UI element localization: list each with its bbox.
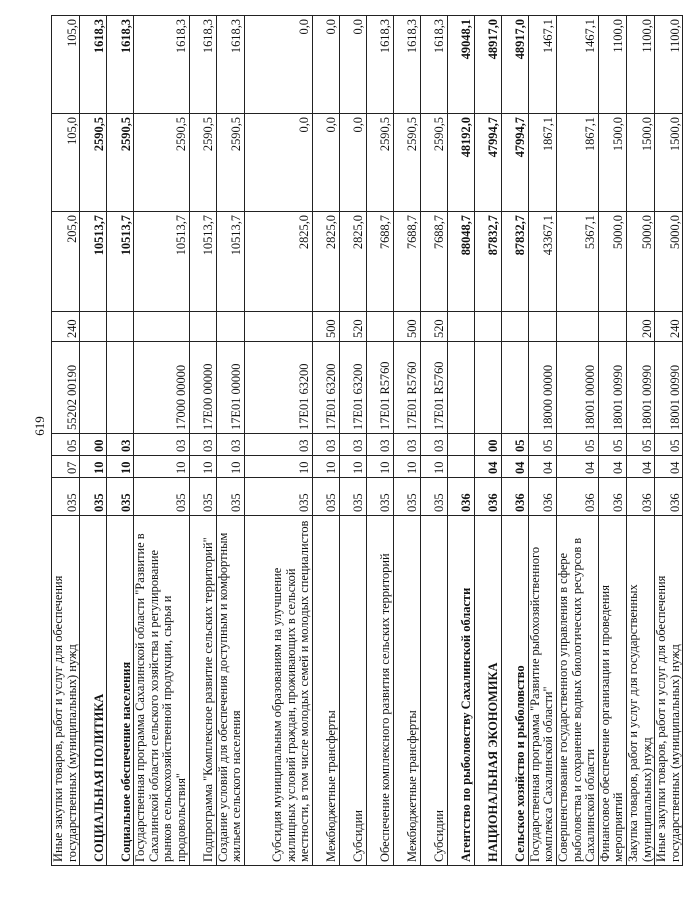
cell-amount-3: 1618,3 — [366, 16, 393, 114]
cell-name: Субсидия муниципальным образованиям на улучшение жилищных условий граждан, проживающих в сельской местности, в том числе молодых семей и молодых специалистов — [244, 516, 312, 866]
cell-amount-2: 1500,0 — [655, 114, 683, 212]
cell-amount-2: 0,0 — [244, 114, 312, 212]
cell-section-code: 10 — [420, 456, 447, 478]
cell-section-code: 10 — [80, 456, 107, 478]
cell-subsection-code: 03 — [420, 434, 447, 456]
table-row — [528, 16, 556, 866]
cell-section-code: 10 — [393, 456, 420, 478]
cell-ministry-code: 035 — [366, 478, 393, 516]
cell-amount-3: 1100,0 — [655, 16, 683, 114]
cell-target-article: 18001 00990 — [598, 342, 626, 434]
cell-ministry-code: 036 — [598, 478, 626, 516]
cell-amount-2: 2590,5 — [80, 114, 107, 212]
cell-target-article: 17Е01 R5760 — [366, 342, 393, 434]
cell-subsection-code: 05 — [528, 434, 556, 456]
table-row — [420, 16, 447, 866]
cell-name: Сельское хозяйство и рыболовство — [501, 516, 528, 866]
table-row — [107, 16, 134, 866]
table-row — [598, 16, 626, 866]
cell-ministry-code: 036 — [447, 478, 474, 516]
cell-subsection-code: 03 — [189, 434, 216, 456]
cell-name: Иные закупки товаров, работ и услуг для обеспечения государственных (муниципальных) нужд — [52, 516, 80, 866]
cell-section-code: 04 — [556, 456, 598, 478]
cell-amount-1: 10513,7 — [216, 212, 244, 312]
cell-amount-3: 48917,0 — [474, 16, 501, 114]
cell-amount-3: 1618,3 — [420, 16, 447, 114]
cell-target-article — [474, 342, 501, 434]
cell-subsection-code: 05 — [52, 434, 80, 456]
cell-name: Межбюджетные трансферты — [312, 516, 339, 866]
cell-ministry-code: 035 — [107, 478, 134, 516]
table-row — [626, 16, 654, 866]
cell-expense-type — [244, 312, 312, 342]
cell-target-article: 18001 00000 — [556, 342, 598, 434]
cell-ministry-code: 035 — [134, 478, 189, 516]
cell-ministry-code: 036 — [626, 478, 654, 516]
cell-amount-1: 10513,7 — [134, 212, 189, 312]
cell-section-code: 10 — [312, 456, 339, 478]
cell-expense-type: 240 — [52, 312, 80, 342]
cell-name: Межбюджетные трансферты — [393, 516, 420, 866]
cell-name: Агентство по рыболовству Сахалинской области — [447, 516, 474, 866]
cell-expense-type: 200 — [626, 312, 654, 342]
cell-subsection-code: 00 — [474, 434, 501, 456]
cell-ministry-code: 036 — [474, 478, 501, 516]
cell-section-code: 04 — [598, 456, 626, 478]
cell-section-code: 07 — [52, 456, 80, 478]
cell-amount-2: 105,0 — [52, 114, 80, 212]
cell-target-article: 17Е01 63200 — [244, 342, 312, 434]
table-row — [556, 16, 598, 866]
cell-amount-2: 48192,0 — [447, 114, 474, 212]
cell-name: НАЦИОНАЛЬНАЯ ЭКОНОМИКА — [474, 516, 501, 866]
cell-subsection-code: 03 — [244, 434, 312, 456]
cell-amount-3: 1618,3 — [216, 16, 244, 114]
cell-target-article — [80, 342, 107, 434]
cell-ministry-code: 035 — [244, 478, 312, 516]
cell-expense-type — [80, 312, 107, 342]
cell-amount-1: 7688,7 — [420, 212, 447, 312]
cell-name: Иные закупки товаров, работ и услуг для обеспечения государственных (муниципальных) нужд — [655, 516, 683, 866]
cell-name: Обеспечение комплексного развития сельских территорий — [366, 516, 393, 866]
cell-amount-2: 1867,1 — [528, 114, 556, 212]
cell-amount-2: 2590,5 — [107, 114, 134, 212]
page-number: 619 — [32, 416, 47, 436]
cell-name: Субсидии — [339, 516, 366, 866]
cell-amount-3: 1618,3 — [189, 16, 216, 114]
table-row — [366, 16, 393, 866]
cell-target-article: 18001 00990 — [626, 342, 654, 434]
cell-expense-type — [366, 312, 393, 342]
cell-subsection-code — [447, 434, 474, 456]
cell-amount-1: 43367,1 — [528, 212, 556, 312]
cell-amount-2: 2590,5 — [189, 114, 216, 212]
cell-amount-3: 1618,3 — [134, 16, 189, 114]
cell-name: Субсидии — [420, 516, 447, 866]
cell-amount-3: 1618,3 — [80, 16, 107, 114]
table-row — [501, 16, 528, 866]
cell-section-code — [447, 456, 474, 478]
cell-ministry-code: 036 — [655, 478, 683, 516]
cell-expense-type: 520 — [420, 312, 447, 342]
cell-section-code: 04 — [501, 456, 528, 478]
cell-amount-1: 205,0 — [52, 212, 80, 312]
cell-amount-1: 7688,7 — [366, 212, 393, 312]
cell-amount-3: 1467,1 — [556, 16, 598, 114]
cell-ministry-code: 036 — [501, 478, 528, 516]
cell-amount-1: 5367,1 — [556, 212, 598, 312]
cell-section-code: 10 — [107, 456, 134, 478]
cell-amount-2: 0,0 — [312, 114, 339, 212]
cell-amount-2: 2590,5 — [366, 114, 393, 212]
cell-subsection-code: 05 — [501, 434, 528, 456]
cell-amount-3: 0,0 — [312, 16, 339, 114]
cell-expense-type: 500 — [312, 312, 339, 342]
cell-name: Государственная программа "Развитие рыбохозяйственного комплекса Сахалинской области" — [528, 516, 556, 866]
cell-expense-type — [216, 312, 244, 342]
cell-amount-3: 49048,1 — [447, 16, 474, 114]
cell-target-article: 18000 00000 — [528, 342, 556, 434]
table-row — [447, 16, 474, 866]
cell-expense-type: 240 — [655, 312, 683, 342]
cell-section-code: 04 — [528, 456, 556, 478]
cell-ministry-code: 035 — [312, 478, 339, 516]
cell-amount-3: 1100,0 — [626, 16, 654, 114]
cell-amount-1: 5000,0 — [598, 212, 626, 312]
table-row — [244, 16, 312, 866]
cell-target-article: 17000 00000 — [134, 342, 189, 434]
cell-amount-1: 7688,7 — [393, 212, 420, 312]
cell-expense-type — [474, 312, 501, 342]
cell-target-article: 55202 00190 — [52, 342, 80, 434]
cell-target-article — [447, 342, 474, 434]
cell-expense-type — [501, 312, 528, 342]
cell-expense-type — [528, 312, 556, 342]
cell-target-article: 17Е01 R5760 — [393, 342, 420, 434]
cell-subsection-code: 05 — [626, 434, 654, 456]
cell-name: Закупка товаров, работ и услуг для государственных (муниципальных) нужд — [626, 516, 654, 866]
cell-target-article: 17Е01 R5760 — [420, 342, 447, 434]
cell-amount-2: 2590,5 — [216, 114, 244, 212]
cell-expense-type: 500 — [393, 312, 420, 342]
table-row — [655, 16, 683, 866]
cell-amount-1: 10513,7 — [80, 212, 107, 312]
cell-section-code: 04 — [655, 456, 683, 478]
cell-amount-2: 1500,0 — [626, 114, 654, 212]
cell-amount-2: 2590,5 — [420, 114, 447, 212]
cell-subsection-code: 03 — [393, 434, 420, 456]
cell-amount-1: 2825,0 — [312, 212, 339, 312]
table-row — [339, 16, 366, 866]
cell-amount-1: 87832,7 — [474, 212, 501, 312]
table-row — [52, 16, 80, 866]
cell-section-code: 04 — [474, 456, 501, 478]
cell-expense-type — [447, 312, 474, 342]
cell-expense-type — [189, 312, 216, 342]
table-row — [474, 16, 501, 866]
table-row — [189, 16, 216, 866]
cell-target-article: 17Е00 00000 — [189, 342, 216, 434]
rotated-page — [51, 16, 682, 866]
cell-subsection-code: 03 — [134, 434, 189, 456]
cell-section-code: 10 — [216, 456, 244, 478]
cell-amount-1: 10513,7 — [107, 212, 134, 312]
cell-expense-type — [556, 312, 598, 342]
cell-target-article: 17Е01 00000 — [216, 342, 244, 434]
table-row — [134, 16, 189, 866]
cell-name: Финансовое обеспечение организации и проведения мероприятий — [598, 516, 626, 866]
cell-amount-2: 0,0 — [339, 114, 366, 212]
cell-subsection-code: 03 — [107, 434, 134, 456]
cell-amount-1: 5000,0 — [655, 212, 683, 312]
cell-section-code: 10 — [189, 456, 216, 478]
cell-target-article: 17Е01 63200 — [339, 342, 366, 434]
cell-section-code: 04 — [626, 456, 654, 478]
cell-amount-1: 2825,0 — [244, 212, 312, 312]
cell-section-code: 10 — [134, 456, 189, 478]
cell-section-code: 10 — [366, 456, 393, 478]
cell-expense-type — [134, 312, 189, 342]
table-row — [80, 16, 107, 866]
cell-amount-1: 2825,0 — [339, 212, 366, 312]
cell-section-code: 10 — [244, 456, 312, 478]
cell-ministry-code: 035 — [80, 478, 107, 516]
cell-amount-3: 1467,1 — [528, 16, 556, 114]
cell-amount-1: 10513,7 — [189, 212, 216, 312]
cell-amount-2: 47994,7 — [474, 114, 501, 212]
cell-amount-2: 2590,5 — [134, 114, 189, 212]
cell-name: Подпрограмма "Комплексное развитие сельских территорий" — [189, 516, 216, 866]
cell-amount-3: 1618,3 — [393, 16, 420, 114]
cell-name: СОЦИАЛЬНАЯ ПОЛИТИКА — [80, 516, 107, 866]
cell-subsection-code: 03 — [312, 434, 339, 456]
cell-amount-3: 1100,0 — [598, 16, 626, 114]
cell-ministry-code: 035 — [189, 478, 216, 516]
cell-ministry-code: 035 — [216, 478, 244, 516]
cell-amount-3: 48917,0 — [501, 16, 528, 114]
cell-amount-1: 5000,0 — [626, 212, 654, 312]
cell-target-article — [501, 342, 528, 434]
budget-table — [51, 15, 683, 866]
cell-target-article — [107, 342, 134, 434]
cell-amount-2: 2590,5 — [393, 114, 420, 212]
cell-subsection-code: 03 — [216, 434, 244, 456]
cell-name: Совершенствование государственного управления в сфере рыболовства и сохранение водных биологических ресурсов в Сахалинской области — [556, 516, 598, 866]
cell-amount-2: 1500,0 — [598, 114, 626, 212]
cell-amount-3: 105,0 — [52, 16, 80, 114]
cell-amount-2: 47994,7 — [501, 114, 528, 212]
cell-amount-3: 1618,3 — [107, 16, 134, 114]
table-row — [216, 16, 244, 866]
cell-section-code: 10 — [339, 456, 366, 478]
cell-subsection-code: 03 — [366, 434, 393, 456]
budget-table-body — [52, 16, 683, 866]
cell-name: Государственная программа Сахалинской области "Развитие в Сахалинской области сельского хозяйства и регулирование рынков сельскохозяйственной продукции, сырья и продовольствия" — [134, 516, 189, 866]
cell-ministry-code: 035 — [52, 478, 80, 516]
cell-expense-type — [107, 312, 134, 342]
cell-amount-2: 1867,1 — [556, 114, 598, 212]
cell-name: Социальное обеспечение населения — [107, 516, 134, 866]
cell-ministry-code: 035 — [393, 478, 420, 516]
cell-ministry-code: 035 — [339, 478, 366, 516]
cell-ministry-code: 036 — [556, 478, 598, 516]
cell-ministry-code: 036 — [528, 478, 556, 516]
table-row — [393, 16, 420, 866]
cell-name: Создание условий для обеспечения доступным и комфортным жильем сельского населения — [216, 516, 244, 866]
cell-expense-type — [598, 312, 626, 342]
cell-target-article: 17Е01 63200 — [312, 342, 339, 434]
cell-expense-type: 520 — [339, 312, 366, 342]
cell-subsection-code: 00 — [80, 434, 107, 456]
cell-amount-3: 0,0 — [339, 16, 366, 114]
cell-ministry-code: 035 — [420, 478, 447, 516]
cell-subsection-code: 05 — [556, 434, 598, 456]
cell-subsection-code: 03 — [339, 434, 366, 456]
cell-amount-1: 87832,7 — [501, 212, 528, 312]
table-row — [312, 16, 339, 866]
cell-target-article: 18001 00990 — [655, 342, 683, 434]
cell-amount-1: 88048,7 — [447, 212, 474, 312]
cell-subsection-code: 05 — [655, 434, 683, 456]
cell-subsection-code: 05 — [598, 434, 626, 456]
cell-amount-3: 0,0 — [244, 16, 312, 114]
